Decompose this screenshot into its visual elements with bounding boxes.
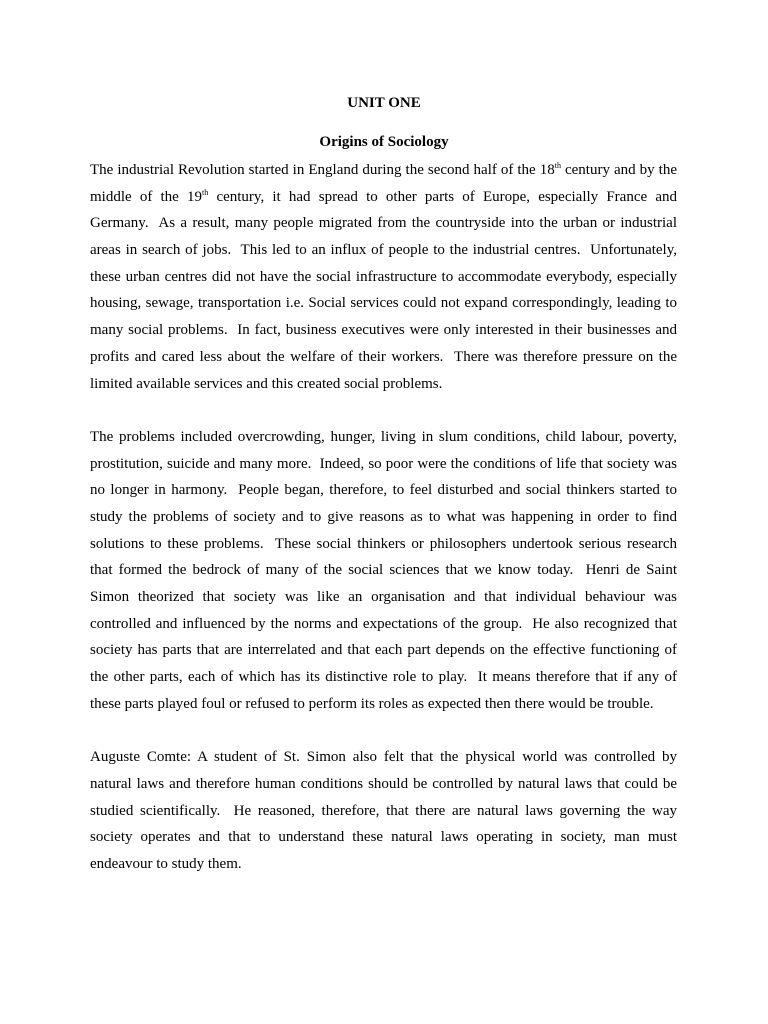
text-line: endeavour to study them. bbox=[90, 855, 242, 872]
text-line: study the problems of society and to give reasons as to what was happening in order to find bbox=[90, 508, 677, 525]
text-line: many social problems. In fact, business executives were only interested in their businesses and bbox=[90, 322, 677, 339]
paragraph bbox=[90, 157, 677, 397]
text-line: Auguste Comte: A student of St. Simon also felt that the physical world was controlled by bbox=[90, 749, 677, 766]
text-line: no longer in harmony. People began, therefore, to feel disturbed and social thinkers started to bbox=[90, 482, 677, 499]
text-line: controlled and influenced by the norms and expectations of the group. He also recognized that bbox=[90, 615, 677, 632]
superscript: th bbox=[202, 187, 209, 197]
text-line: studied scientifically. He reasoned, therefore, that there are natural laws governing the way bbox=[90, 802, 677, 819]
text-line: The industrial Revolution started in England during the second half of the 18th century and by the bbox=[90, 161, 677, 178]
superscript: th bbox=[554, 161, 561, 170]
text-line: solutions to these problems. These social thinkers or philosophers undertook serious research bbox=[90, 535, 677, 552]
paragraph bbox=[90, 744, 677, 877]
text-line: housing, sewage, transportation i.e. Social services could not expand correspondingly, leading to bbox=[90, 295, 677, 312]
document-body bbox=[90, 157, 677, 878]
text-line: middle of the 19th century, it had spread to other parts of Europe, especially France and bbox=[90, 187, 677, 205]
text-line: Germany. As a result, many people migrated from the countryside into the urban or industrial bbox=[90, 215, 677, 232]
paragraph-gap bbox=[90, 397, 677, 424]
text-line: natural laws and therefore human conditions should be controlled by natural laws that could be bbox=[90, 775, 677, 792]
text-line: areas in search of jobs. This led to an influx of people to the industrial centres. Unfortunately, bbox=[90, 242, 677, 259]
text-line: these urban centres did not have the social infrastructure to accommodate everybody, especially bbox=[90, 268, 677, 285]
paragraph bbox=[90, 424, 677, 718]
text-line: that formed the bedrock of many of the social sciences that we know today. Henri de Saint bbox=[90, 562, 677, 579]
text-line: society has parts that are interrelated and that each part depends on the effective functioning of bbox=[90, 642, 677, 659]
text-line: Simon theorized that society was like an organisation and that individual behaviour was bbox=[90, 589, 677, 605]
text-line: society operates and that to understand these natural laws operating in society, man must bbox=[90, 829, 677, 846]
unit-title: UNIT ONE bbox=[347, 95, 421, 111]
paragraph-gap bbox=[90, 717, 677, 744]
text-line: the other parts, each of which has its distinctive role to play. It means therefore that if any of bbox=[90, 669, 677, 686]
text-line: prostitution, suicide and many more. Indeed, so poor were the conditions of life that society was bbox=[90, 455, 677, 472]
text-line: these parts played foul or refused to perform its roles as expected then there would be trouble. bbox=[90, 695, 654, 712]
text-line: limited available services and this created social problems. bbox=[90, 375, 443, 392]
text-line: The problems included overcrowding, hunger, living in slum conditions, child labour, poverty, bbox=[90, 428, 677, 445]
section-title: Origins of Sociology bbox=[319, 134, 449, 150]
text-line: profits and cared less about the welfare of their workers. There was therefore pressure on the bbox=[90, 348, 677, 365]
